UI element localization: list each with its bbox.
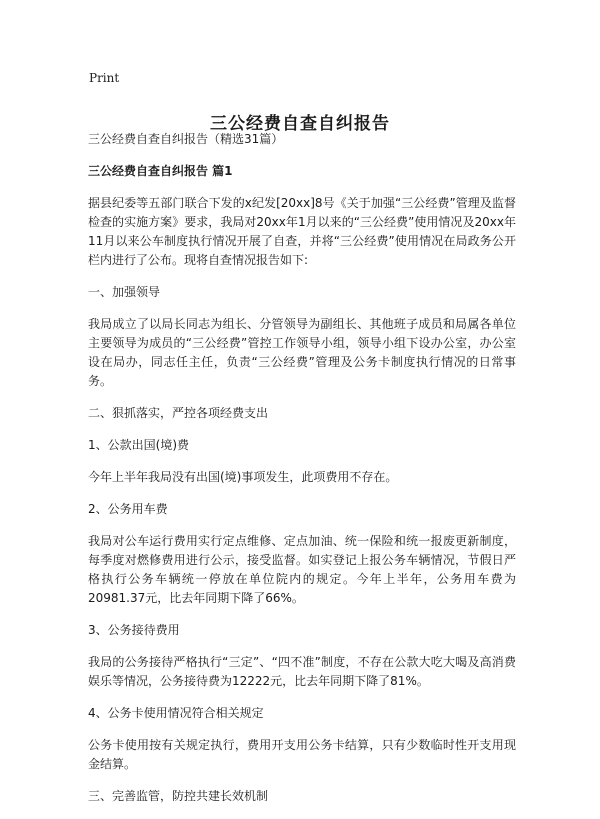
subsection-heading: 3、公务接待费用	[88, 623, 180, 637]
document-subtitle: 三公经费自查自纠报告（精选31篇）	[88, 132, 284, 146]
paragraph: 我局的公务接待严格执行“三定”、“四不准”制度，不存在公款大吃大喝及高消费娱乐等情况，公务接待费为12222元，比去年同期下降了81%。	[88, 655, 516, 688]
subsection-heading: 1、公款出国(境)费	[88, 438, 189, 452]
paragraph: 今年上半年我局没有出国(境)事项发生，此项费用不存在。	[88, 470, 398, 484]
paragraph: 据县纪委等五部门联合下发的x纪发[20xx]8号《关于加强“三公经费”管理及监督检查的实施方案》要求，我局对20xx年1月以来的“三公经费”使用情况及20xx年11月以来公车制度执行情况开展了自查，并将“三公经费”使用情况在局政务公开栏内进行了公布。现将自查情况报告如下:	[88, 196, 516, 267]
chapter-title: 三公经费自查自纠报告 篇1	[88, 164, 233, 178]
section-heading: 一、加强领导	[88, 285, 161, 299]
paragraph: 我局成立了以局长同志为组长、分管领导为副组长、其他班子成员和局属各单位主要领导为成员的“三公经费”管控工作领导小组，领导小组下设办公室，办公室设在局办，同志任主任，负责“三公经费”管理及公务卡制度执行情况的日常事务。	[88, 317, 516, 388]
print-link[interactable]: Print	[89, 71, 120, 85]
subsection-heading: 4、公务卡使用情况符合相关规定	[88, 706, 264, 720]
paragraph: 我局对公车运行费用实行定点维修、定点加油、统一保险和统一报废更新制度，每季度对燃修费用进行公示，接受监督。如实登记上报公务车辆情况，节假日严格执行公务车辆统一停放在单位院内的规定。今年上半年，公务用车费为20981.37元，比去年同期下降了66%。	[88, 534, 516, 605]
paragraph: 公务卡使用按有关规定执行，费用开支用公务卡结算，只有少数临时性开支用现金结算。	[88, 738, 516, 771]
subsection-heading: 2、公务用车费	[88, 502, 168, 516]
document-body	[88, 130, 516, 819]
section-heading: 三、完善监管，防控共建长效机制	[88, 789, 269, 803]
section-heading: 二、狠抓落实，严控各项经费支出	[88, 406, 269, 420]
document-title: 三公经费自查自纠报告	[210, 114, 390, 135]
